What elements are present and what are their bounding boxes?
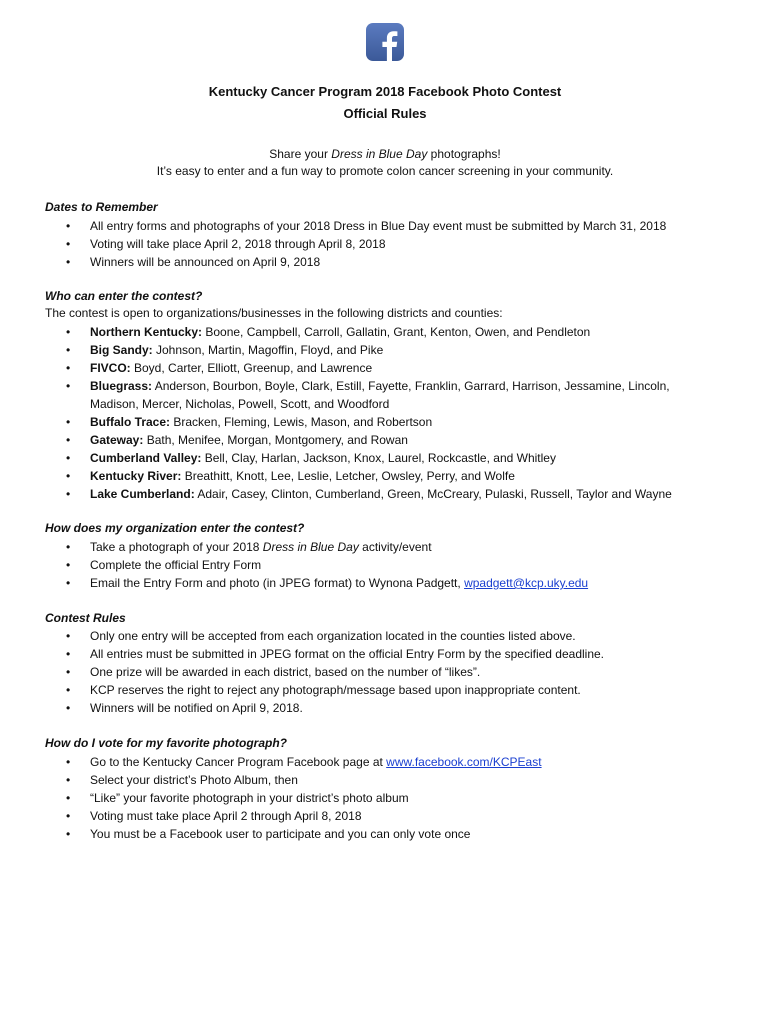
district-item: • Kentucky River: Breathitt, Knott, Lee, Leslie, Letcher, Owsley, Perry, and Wolfe <box>66 469 515 483</box>
list-item: • Winners will be notified on April 9, 2018. <box>66 701 303 715</box>
page-subtitle: Official Rules <box>343 106 427 121</box>
list-item: • You must be a Facebook user to participate and you can only vote once <box>66 827 471 841</box>
district-item: • Big Sandy: Johnson, Martin, Magoffin, Floyd, and Pike <box>66 343 384 357</box>
vote-heading: How do I vote for my favorite photograph? <box>45 736 288 750</box>
email-link[interactable]: wpadgett@kcp.uky.edu <box>464 576 589 590</box>
list-item: • Voting will take place April 2, 2018 through April 8, 2018 <box>66 237 386 251</box>
facebook-icon <box>366 23 404 61</box>
dates-heading: Dates to Remember <box>45 200 158 214</box>
list-item: • Take a photograph of your 2018 Dress in Blue Day activity/event <box>66 540 432 554</box>
list-item: • “Like” your favorite photograph in your district’s photo album <box>66 791 409 805</box>
page-title: Kentucky Cancer Program 2018 Facebook Photo Contest <box>208 84 562 99</box>
list-item: • Go to the Kentucky Cancer Program Facebook page at www.facebook.com/KCPEast <box>66 755 542 769</box>
how-enter-list <box>0 538 770 592</box>
list-item: • All entry forms and photographs of your 2018 Dress in Blue Day event must be submitted by March 31, 2018 <box>66 219 667 233</box>
districts-list <box>0 323 770 503</box>
easy-line: It’s easy to enter and a fun way to promote colon cancer screening in your community. <box>156 164 614 178</box>
district-item: • Bluegrass: Anderson, Bourbon, Boyle, Clark, Estill, Fayette, Franklin, Garrard, Harrison, Jessamine, Lincoln, Madison, Mercer, Nicholas, Powell, Scott, and Woodford <box>66 379 670 411</box>
list-item: • KCP reserves the right to reject any photograph/message based upon inappropriate content. <box>66 683 581 697</box>
list-item: • One prize will be awarded in each district, based on the number of “likes”. <box>66 665 481 679</box>
list-item: • Complete the official Entry Form <box>66 558 262 572</box>
list-item: • Email the Entry Form and photo (in JPEG format) to Wynona Padgett, wpadgett@kcp.uky.edu <box>66 576 589 590</box>
rules-list <box>0 627 770 717</box>
list-item: • Select your district’s Photo Album, then <box>66 773 298 787</box>
list-item: • Winners will be announced on April 9, 2018 <box>66 255 321 269</box>
district-item: • Gateway: Bath, Menifee, Morgan, Montgomery, and Rowan <box>66 433 408 447</box>
district-item: • Northern Kentucky: Boone, Campbell, Carroll, Gallatin, Grant, Kenton, Owen, and Pendleton <box>66 325 591 339</box>
district-item: • Cumberland Valley: Bell, Clay, Harlan, Jackson, Knox, Laurel, Rockcastle, and Whitley <box>66 451 556 465</box>
district-item: • Buffalo Trace: Bracken, Fleming, Lewis, Mason, and Robertson <box>66 415 433 429</box>
rules-heading: Contest Rules <box>45 611 126 625</box>
list-item: • Only one entry will be accepted from each organization located in the counties listed above. <box>66 629 576 643</box>
facebook-page-link[interactable]: www.facebook.com/KCPEast <box>386 755 542 769</box>
district-item: • Lake Cumberland: Adair, Casey, Clinton, Cumberland, Green, McCreary, Pulaski, Russell, Taylor and Wayne <box>66 487 672 501</box>
dates-list <box>0 217 770 271</box>
vote-list <box>0 753 770 843</box>
who-heading: Who can enter the contest? <box>45 289 203 303</box>
list-item: • All entries must be submitted in JPEG format on the official Entry Form by the specified deadline. <box>66 647 605 661</box>
who-intro: The contest is open to organizations/businesses in the following districts and counties: <box>45 306 503 320</box>
district-item: • FIVCO: Boyd, Carter, Elliott, Greenup, and Lawrence <box>66 361 373 375</box>
share-line: Share your Dress in Blue Day photographs! <box>269 147 501 161</box>
how-enter-heading: How does my organization enter the contest? <box>45 521 305 535</box>
list-item: • Voting must take place April 2 through April 8, 2018 <box>66 809 362 823</box>
